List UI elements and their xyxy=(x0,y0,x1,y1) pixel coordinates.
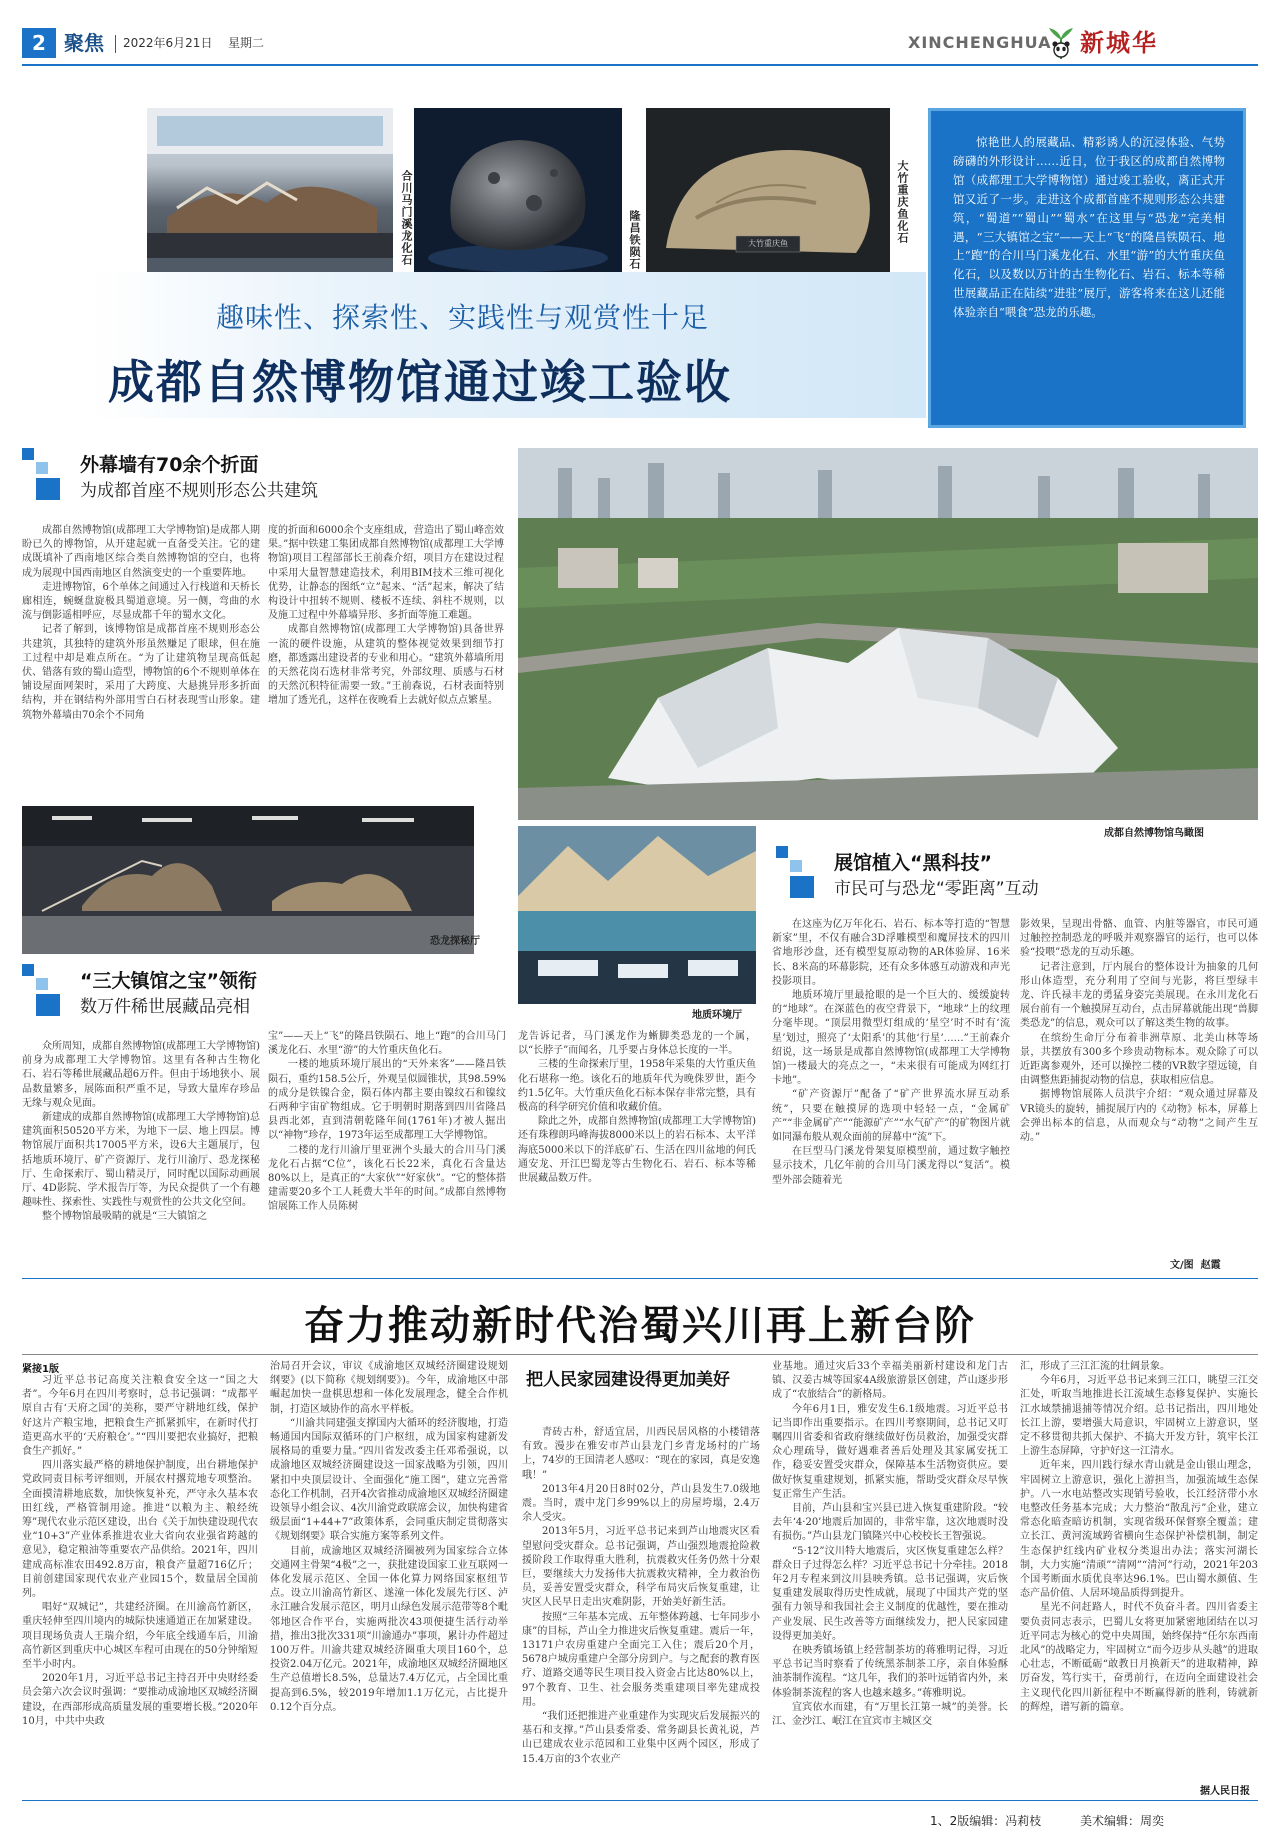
paragraph: 在巨型马门溪龙骨架复原模型前，通过数字触控显示技术，几亿年前的合川马门溪龙得以“复活”。模型外部会随着光 xyxy=(772,1146,1010,1186)
main-headline: 成都自然博物馆通过竣工验收 xyxy=(108,355,732,409)
paragraph: 宝”——天上“飞”的隆昌铁陨石、地上“跑”的合川马门溪龙化石、水里“游”的大竹重庆鱼化石。 xyxy=(268,1031,506,1057)
caption-longchang: 隆昌铁陨石 xyxy=(628,210,641,270)
byline: 文/图 赵霞 xyxy=(1170,1260,1221,1271)
photo-hall-gallery xyxy=(147,108,393,273)
paragraph: 二楼的龙行川渝厅里亚洲个头最大的合川马门溪龙化石占据“C位”，该化石长22米，真化石含量达80%以上，是真正的“大家伙”“好家伙”。“它的整体搭建需要20多个工人耗费大半年的时间。”成都自然博物馆展陈工作人员陈树 xyxy=(268,1144,506,1213)
section-marker-dark xyxy=(36,478,60,500)
section-tech-col-1 xyxy=(772,918,1010,1272)
issue-date: 2022年6月21日 xyxy=(123,36,213,50)
section-tech-col-2 xyxy=(1020,918,1258,1254)
section-name: 聚焦 xyxy=(64,31,104,55)
section-facade-subtitle: 为成都首座不规则形态公共建筑 xyxy=(80,481,318,501)
paragraph: 2013年4月20日8时02分，芦山县发生7.0级地震。当时，震中龙门乡99%以上的房屋垮塌，2.4万余人受灾。 xyxy=(522,1483,760,1524)
paragraph: 龙告诉记者，马门溪龙作为蜥脚类恐龙的一个属，以“长脖子”而闻名，几乎要占身体总长度的一半。 xyxy=(518,1031,756,1057)
issue-weekday: 星期二 xyxy=(228,36,265,50)
paragraph: 今年6月1日，雅安发生6.1级地震。习近平总书记当即作出重要指示。在四川考察期间，总书记又叮嘱四川省委和省政府继续做好伤员救治，加强受灾群众心理疏导，做好遇难者善后处理及其家属安抚工作，稳妥安置受灾群众，保障基本生活物资供应。要做好恢复重建规划，抓紧实施，帮助受灾群众尽早恢复正常生产生活。 xyxy=(772,1403,1008,1500)
masthead-rule xyxy=(22,64,1258,66)
panda-logo-icon xyxy=(1046,26,1076,60)
paragraph: 2020年1月，习近平总书记主持召开中央财经委员会第六次会议时强调：“要推动成渝地区双城经济圈建设，在西部形成高质量发展的重要增长极。”2020年10月，中共中央政 xyxy=(22,1673,258,1727)
section-marker xyxy=(22,964,34,976)
paragraph: 治局召开会议，审议《成渝地区双城经济圈建设规划纲要》(以下简称《规划纲要》)。今年，成渝地区中部崛起加快一盘棋思想和一体化发展理念，健全合作机制，打造区域协作的高水平样板。 xyxy=(270,1361,508,1415)
source-credit: 据人民日报 xyxy=(1200,1786,1250,1797)
photo-fish-fossil xyxy=(646,108,890,273)
section-treasures-title: “三大镇馆之宝”领衔 xyxy=(80,970,257,992)
paragraph: 整个博物馆最吸睛的就是“三大镇馆之 xyxy=(42,1211,208,1223)
footer-editor: 1、2版编辑：冯莉枝 xyxy=(930,1814,1042,1828)
paragraph: 星光不问赶路人，时代不负奋斗者。四川省委主要负责同志表示，巴蜀儿女将更加紧密地团结在以习近平同志为核心的党中央周围，始终保持“任尔东西南北风”的战略定力，牢固树立“而今迈步从头越”的进取心壮志，不断砥砺“敢教日月换新天”的进取精神，踔厉奋发，笃行实干，奋勇前行，在迈向全面建设社会主义现代化四川新征程中不断赢得新的胜利，铸就新的辉煌，谱写新的篇章。 xyxy=(1020,1602,1258,1713)
fossil-plaque: 大竹重庆鱼 xyxy=(748,239,788,248)
paragraph: 走进博物馆，6个单体之间通过入行栈道和天桥长廊相连，蜿蜒盘旋极具蜀道意境。另一侧，弯曲的水流与倒影遥相呼应，尽显成都千年的蜀水文化。 xyxy=(22,581,260,622)
section-marker xyxy=(22,448,34,460)
section-facade-col-1 xyxy=(22,524,260,788)
second-col-3 xyxy=(522,1426,760,1796)
paragraph: 在映秀镇场镇上经营制茶坊的蒋雅明记得，习近平总书记当时察看了传统黑茶制茶工序，亲自体验酥油茶制作流程。“这几年，我们的茶叶远销省内外，来体验制茶流程的客人也越来越多。”蒋雅明说。 xyxy=(772,1645,1008,1699)
page-number: 2 xyxy=(32,31,46,55)
paragraph: 2013年5月，习近平总书记来到芦山地震灾区看望慰问受灾群众。总书记强调，芦山强烈地震抢险救援阶段工作取得重大胜利，抗震救灾任务仍然十分艰巨，要继续大力发扬伟大抗震救灾精神，全力救治伤员，妥善安置受灾群众，科学布局灾后恢复重建，让灾区人民早日走出灾难阴影，开始美好新生活。 xyxy=(522,1526,760,1609)
second-headline: 奋力推动新时代治蜀兴川再上新台阶 xyxy=(304,1303,976,1349)
section-treasures-col-2 xyxy=(268,1030,506,1272)
paragraph: 在缤纷生命厅分布着非洲草原、北美山林等场景，共摆放有300多个珍贵动物标本。观众除了可以近距离参观外，还可以操控二楼的VR数字望远镜，自由调整焦距捕捉动物的信息，获取相应信息。 xyxy=(1020,1032,1258,1087)
kicker: 趣味性、探索性、实践性与观赏性十足 xyxy=(216,301,710,334)
lead-text: 惊艳世人的展藏品、精彩诱人的沉浸体验、气势磅礴的外形设计……近日，位于我区的成都自然博物馆（成都理工大学博物馆）通过竣工验收，离正式开馆又近了一步。走进这个成都首座不规则形态公共建筑，“蜀道”“蜀山”“蜀水”在这里与“恐龙”完美相遇，“三大镇馆之宝”——天上“飞”的隆昌铁陨石、地上“跑”的合川马门溪龙化石、水里“游”的大竹重庆鱼化石，以及数以万计的古生物化石、岩石、标本等稀世展藏品正在陆续“进驻”展厅，游客将来在这儿还能体验亲自“喂食”恐龙的乐趣。 xyxy=(953,135,1225,320)
section-tech-subtitle: 市民可与恐龙“零距离”互动 xyxy=(834,879,1039,899)
paper-name: 新城华 xyxy=(1080,28,1158,57)
paragraph: 成都自然博物馆(成都理工大学博物馆)是成都人期盼已久的博物馆，从开建起就一直备受关注。它的建成既填补了西南地区综合类自然博物馆的空白，也将成为展现中国西南地区自然演变史的一个重要阵地。 xyxy=(22,525,260,579)
second-col-1 xyxy=(22,1374,258,1796)
photo-geo-hall xyxy=(518,826,756,1004)
paragraph: 四川落实最严格的耕地保护制度，出台耕地保护党政同责目标考评细则，开展农村撂荒地专项整治。全面摸清耕地底数，加快恢复补充，严守永久基本农田红线，严格管制用途。推进“以粮为主、粮经统筹”现代农业示范区建设，出台《关于加快建设现代农业“10+3”产业体系推进农业大省向农业强省跨越的意见》，稳定粮油等重要农产品供给。2021年，四川建成高标准农田492.8万亩，粮食产量超716亿斤；目前创建国家现代农业产业园15个，数量居全国前列。 xyxy=(22,1460,258,1600)
second-headline-rule xyxy=(22,1354,1258,1355)
photo-iron-meteorite xyxy=(414,108,622,273)
section-treasures-subtitle: 数万件稀世展藏品亮相 xyxy=(80,997,250,1017)
paragraph: 近年来，四川践行绿水青山就是金山银山理念，牢固树立上游意识，强化上游担当，加强流域生态保护。八一水电站整改实现销号验收，长江经济带小水电整改任务基本完成；大力整治“散乱污”企业，建立常态化暗查暗访机制，实现省级环保督察全覆盖；建立长江、黄河流域跨省横向生态保护补偿机制，制定生态保护红线内矿业权分类退出办法；落实河湖长制，大力实施“清顽”“清网”“清河”行动，2021年203个国考断面水质优良率达96.1%。巴山蜀水颜值、生态产品价值、人居环境品质得到提升。 xyxy=(1020,1460,1258,1600)
paragraph: 按照“三年基本完成、五年整体跨越、七年同步小康”的目标，芦山全力推进灾后恢复重建。震后一年，13171户农房重建户全面完工入住；震后20个月，5678户城房重建户全部分房到户。与之配套的教育医疗、道路交通等民生项目投入资金占比达80%以上，97个教育、卫生、社会服务类重建项目率先建成投用。 xyxy=(522,1611,760,1708)
paragraph: 成都自然博物馆(成都理工大学博物馆)具备世界一流的硬件设施，从建筑的整体视觉效果到细节打磨，都透露出建设者的专业和用心。“建筑外幕墙所用的天然花岗石选材非常考究，外部纹理、质感与石材的天然沉积特征需要一致。”王前森说，石材表面特别增加了透光孔，这样在夜晚看上去就好似点点繁星。 xyxy=(268,624,504,707)
paragraph: 记者注意到，厅内展台的整体设计为抽象的几何形山体造型，充分利用了空间与光影，将巨型绿丰龙、许氏禄丰龙的勇猛身姿完美展现。在永川龙化石展台前有一个触摸屏互动台，点击屏幕就能出现“兽脚类恐龙”的信息，观众可以了解这类生物的故事。 xyxy=(1020,961,1258,1030)
paragraph: “我们还把推进产业重建作为实现灾后发展振兴的基石和支撑。”芦山县委常委、常务副县长黄礼说，芦山已建成农业示范园和工业集中区两个园区，形成了15.4万亩的3个农业产 xyxy=(522,1711,760,1765)
paragraph: 据博物馆展陈人员洪宇介绍：“观众通过屏幕及VR镜头的旋转，捕捉展厅内的《动物》标本，屏幕上会弹出标本的信息，从而观众与“动物”之间产生互动。” xyxy=(1020,1089,1258,1144)
paragraph: 习近平总书记高度关注粮食安全这一“国之大者”。今年6月在四川考察时，总书记强调：“成都平原自古有‘天府之国’的美称，要严守耕地红线，保护好这片产粮宝地，把粮食生产抓紧抓牢，在新时代打造更高水平的‘天府粮仓’。”“四川要把农业搞好，把粮食生产抓好。” xyxy=(22,1375,258,1458)
paper-pinyin: XINCHENGHUA xyxy=(908,33,1052,52)
second-col-4 xyxy=(772,1360,1008,1796)
second-col-2 xyxy=(270,1360,508,1796)
story-divider xyxy=(22,1278,1258,1279)
photo-aerial-view xyxy=(518,448,1258,820)
section-marker-dark xyxy=(790,876,814,898)
section-marker-dark xyxy=(36,994,60,1016)
paragraph: 一楼的地质环境厅展出的“天外来客”——隆昌铁陨石，重约158.5公斤，外观呈似圆锥状，其98.59%的成分是铁镍合金，陨石体内都主要由镍纹石和镍纹石两种宇宙矿物组成。它于明朝时期落到四川省隆昌县西北郊，直到清朝乾隆年间(1761年)才被人掘出以“神物”珍存，1973年运至成都理工大学博物馆。 xyxy=(268,1059,506,1142)
section-marker xyxy=(776,846,788,858)
paragraph: “5·12”汶川特大地震后，灾区恢复重建怎么样？群众日子过得怎么样？习近平总书记十分牵挂。2018年2月专程来到汶川县映秀镇。总书记强调，灾后恢复重建发展取得历史性成就，展现了中国共产党的坚强有力领导和我国社会主义制度的优越性，要在推动产业发展、民生改善等方面继续发力，把人民家园建设得更加美好。 xyxy=(772,1545,1008,1642)
paragraph: 众所周知，成都自然博物馆(成都理工大学博物馆)前身为成都理工大学博物馆。这里有各种古生物化石、岩石等稀世展藏品超6万件。但由于场地狭小、展品数量繁多，展陈面积严重不足，导致大量库存珍品无缘与观众见面。 xyxy=(22,1041,260,1109)
paragraph: 目前，成渝地区双城经济圈被列为国家综合立体交通网主骨架“4极”之一，获批建设国家工业互联网一体化发展示范区、全国一体化算力网络国家枢纽节点。设立川渝高竹新区、遂潼一体化发展先行区、泸永江融合发展示范区，明月山绿色发展示范带等8个毗邻地区合作平台，实施两批次43项便捷生活行动举措，推出3批次331项“川渝通办”事项，累计办件超过100万件。川渝共建双城经济圈重大项目160个，总投资2.04万亿元。2021年，成渝地区双城经济圈地区生产总值增长8.5%，总量达7.4万亿元，占全国比重提高到6.5%，较2019年增加1.1万亿元，占比提升0.12个百分点。 xyxy=(270,1545,508,1713)
paragraph: “川渝共同建强支撑国内大循环的经济腹地，打造畅通国内国际双循环的门户枢纽，成为国家构建新发展格局的重要力量。”四川省发改委主任邓希强说，以成渝地区双城经济圈建设这一国家战略为引领，四川紧扣中央顶层设计、全面强化“施工图”，建立完善常态化工作机制，召开4次省推动成渝地区双城经济圈建设领导小组会议、4次川渝党政联席会议，加快构建省级层面“1+44+7”政策体系，会同重庆制定贯彻落实《规划纲要》联合实施方案等系列文件。 xyxy=(270,1417,508,1543)
section-marker-light xyxy=(36,462,48,474)
section-marker-light xyxy=(790,860,802,872)
caption-dinosaur-hall: 恐龙探秘厅 xyxy=(430,936,480,947)
paragraph: 影效果，呈现出骨骼、血管、内脏等器官，市民可通过触控控制恐龙的呼吸并观察器官的运行，也可以体验“投喂”恐龙的互动乐趣。 xyxy=(1020,919,1258,959)
section-treasures-col-3 xyxy=(518,1030,756,1272)
caption-hechuan: 合川马门溪龙化石 xyxy=(400,170,413,266)
page-number-box xyxy=(22,28,56,58)
paragraph: 唱好“双城记”，共建经济圈。在川渝高竹新区，重庆轻伸至四川境内的城际快速通道正在加紧建设。项目现场负责人王瑞介绍，今年底全线通车后，川渝高竹新区到重庆中心城区车程可由现在的50分钟缩短至半小时内。 xyxy=(22,1602,258,1671)
second-col-5 xyxy=(1020,1360,1258,1780)
paragraph: 除此之外，成都自然博物馆(成都理工大学博物馆)还有珠穆朗玛峰海拔8000米以上的岩石标本、太平洋海底5000米以下的洋底矿石、生活在四川盆地的何氏通安龙、开江巴蜀龙等古生物化石、岩石、标本等稀世展藏品数万件。 xyxy=(518,1116,756,1185)
paragraph: 记者了解到，该博物馆是成都首座不规则形态公共建筑，其独特的建筑外形虽然赚足了眼球，但在施工过程中却是难点所在。“为了让建筑物呈现高低起伏、错落有致的蜀山造型，博物馆的6个不规则单体在铺设屋面网架时，采用了大跨度、大悬挑异形多折面结构，并在钢结构外部用雪白石材表现雪山形象。建筑物外幕墙由70余个不同角 xyxy=(22,624,260,721)
paragraph: 度的折面和6000余个支座组成，营造出了蜀山峰峦效果。”据中铁建工集团成都自然博物馆(成都理工大学博物馆)项目工程部部长王前森介绍，项目方在建设过程中采用大量智慧建造技术，利用BIM技术三维可视化优势，让静态的图纸“立”起来、“活”起来，解决了结构设计中扭转不规则、楼板不连续、斜柱不规则，以及施工过程中外幕墙异形、多折面等施工难题。 xyxy=(268,525,504,622)
section-facade-col-2 xyxy=(268,524,504,788)
paragraph: 目前，芦山县和宝兴县已进入恢复重建阶段。“较去年‘4·20’地震后加固的，非常牢靠，这次地震时没有损伤。”芦山县龙门镇隆兴中心校校长王智强说。 xyxy=(772,1503,1008,1543)
paragraph: “矿产资源厅”配备了“矿产世界流水屏互动系统”，只要在触摸屏的选项中轻轻一点，“金属矿产”“非金属矿产”“能源矿产”“水气矿产”的矿物图片就如同瀑布般从观众面前的屏幕中“流”下。 xyxy=(772,1089,1010,1144)
paragraph: 今年6月，习近平总书记来到三江口，眺望三江交汇处，听取当地推进长江流域生态修复保护、实施长江水域禁捕退捕等情况介绍。总书记指出，四川地处长江上游，要增强大局意识，牢固树立上游意识，坚定不移贯彻共抓大保护、不搞大开发方针，筑牢长江上游生态屏障，守护好这一江清水。 xyxy=(1020,1375,1258,1458)
footer-rule xyxy=(22,1800,1258,1801)
masthead-divider xyxy=(115,35,116,53)
section-tech-title: 展馆植入“黑科技” xyxy=(834,852,992,874)
footer-art-editor: 美术编辑：周奕 xyxy=(1080,1814,1165,1828)
caption-geo-hall: 地质环境厅 xyxy=(692,1010,742,1021)
paragraph: 青砖古朴，舒适宜居，川西民居风格的小楼错落有致。漫步在雅安市芦山县龙门乡青龙场村的广场上，74岁的王国清老人感叹：“现在的家园，真是安逸哦！” xyxy=(522,1427,760,1481)
photo-dinosaur-hall xyxy=(22,806,474,954)
continued-tag: 紧接1版 xyxy=(22,1364,59,1375)
paragraph: 宜宾依水而建，有“万里长江第一城”的美誉。长江、金沙江、岷江在宜宾市主城区交 xyxy=(772,1701,1008,1728)
paragraph: 业基地。通过灾后33个幸福美丽新村建设和龙门古镇、汉姜古城等国家4A级旅游景区创建，芦山逐步形成了“农旅结合”的新格局。 xyxy=(772,1361,1008,1401)
paragraph: 在这座为亿万年化石、岩石、标本等打造的“智慧新家”里，不仅有融合3D浮雕模型和魔屏技术的四川省地形沙盘，还有模型复原动物的AR体验屏、16米长、8米高的环幕影院，还有众多体感互动游戏和声光投影项目。 xyxy=(772,919,1010,987)
paragraph: 三楼的生命探索厅里，1958年采集的大竹重庆鱼化石堪称一绝。该化石的地质年代为晚侏罗世，距今约1.5亿年。大竹重庆鱼化石标本保存非常完整，具有极高的科学研究价值和收藏价值。 xyxy=(518,1059,756,1114)
caption-dazhu: 大竹重庆鱼化石 xyxy=(896,160,909,244)
paragraph: 地质环境厅里最抢眼的是一个巨大的、缓缓旋转的“地球”。在深蓝色的夜空背景下，“地球”上的纹理分毫毕现。“顶层用微型灯组成的‘星空’时不时有‘流星’划过，照亮了‘太阳系’的其他‘行星’……”王前森介绍说，这一场景是成都自然博物馆(成都理工大学博物馆)一楼最大的亮点之一，“未来很有可能成为网红打卡地”。 xyxy=(772,990,1010,1087)
section-facade-title: 外幕墙有70余个折面 xyxy=(80,454,259,476)
subhead: 把人民家园建设得更加美好 xyxy=(526,1370,730,1390)
paragraph: 汇，形成了三江汇流的壮阔景象。 xyxy=(1020,1361,1170,1372)
paragraph: 新建成的成都自然博物馆(成都理工大学博物馆)总建筑面积50520平方米，为地下一层、地上四层。博物馆展厅面积共17005平方米，设6大主题展厅，包括地质环境厅、矿产资源厅、龙行川渝厅、恐龙探秘厅、生命探索厅、蜀山精灵厅，同时配以国际动画展厅、4D影院、学术报告厅等，为民众提供了一个有趣趣味性、探索性、实践性与观赏性的公共文化空间。 xyxy=(22,1112,260,1209)
lead-box xyxy=(928,108,1246,428)
section-marker-light xyxy=(36,978,48,990)
section-treasures-col-1 xyxy=(22,1040,260,1272)
caption-aerial: 成都自然博物馆鸟瞰图 xyxy=(1104,828,1204,839)
